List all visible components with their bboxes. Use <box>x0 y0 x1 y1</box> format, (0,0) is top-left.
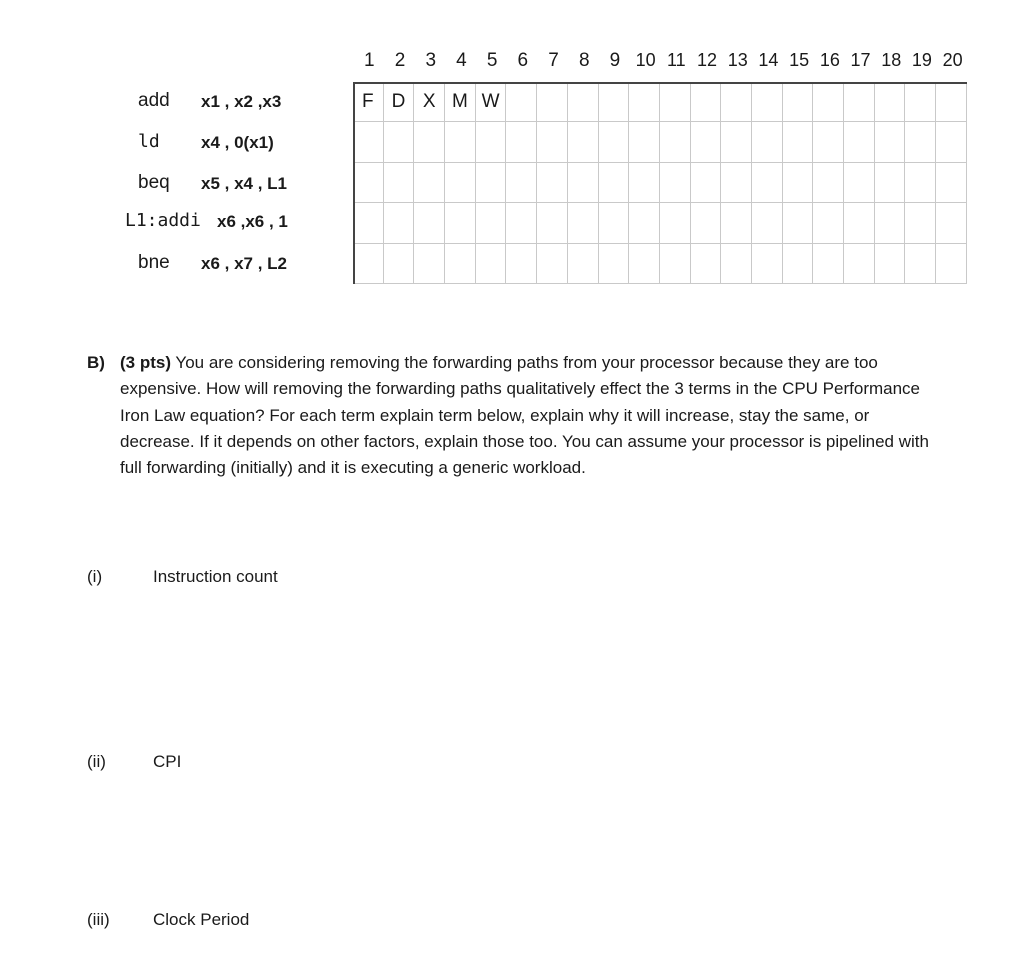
pipeline-cell <box>660 82 691 122</box>
pipeline-cell <box>691 122 722 162</box>
pipeline-cell <box>721 163 752 203</box>
pipeline-cell <box>660 244 691 284</box>
pipeline-cell <box>353 203 384 243</box>
pipeline-cell <box>568 203 599 243</box>
pipeline-stage-cell: X <box>414 82 445 122</box>
pipeline-cell <box>752 163 783 203</box>
pipeline-cell <box>844 203 875 243</box>
pipeline-cell <box>721 244 752 284</box>
pipeline-cell <box>875 203 906 243</box>
pipeline-cell <box>568 244 599 284</box>
pipeline-cell <box>599 203 630 243</box>
pipeline-cell <box>813 82 844 122</box>
pipeline-cell <box>844 163 875 203</box>
pipeline-cell <box>445 203 476 243</box>
cycle-number: 19 <box>911 50 932 70</box>
operands: x4 , 0(x1) <box>201 133 274 152</box>
subpart-number: (i) <box>87 567 103 586</box>
code-line-addi <box>125 210 288 240</box>
pipeline-cell <box>752 244 783 284</box>
pipeline-cell <box>445 122 476 162</box>
pipeline-cell <box>537 163 568 203</box>
pipeline-cell <box>353 163 384 203</box>
pipeline-cell <box>506 244 537 284</box>
pipeline-cell <box>905 203 936 243</box>
pipeline-cell <box>476 163 507 203</box>
pipeline-cell <box>414 122 445 162</box>
cycle-number: 14 <box>758 50 779 70</box>
pipeline-cell <box>813 122 844 162</box>
cycle-number: 18 <box>881 50 902 70</box>
pipeline-cell <box>813 244 844 284</box>
pipeline-cell <box>537 203 568 243</box>
pipeline-cell <box>813 203 844 243</box>
pipeline-cell <box>905 82 936 122</box>
opcode: add <box>138 90 170 111</box>
pipeline-cell <box>905 163 936 203</box>
cycle-number: 11 <box>667 50 686 70</box>
cycle-number: 1 <box>364 50 375 71</box>
pipeline-cell <box>599 122 630 162</box>
pipeline-cell <box>691 163 722 203</box>
pipeline-cell <box>568 82 599 122</box>
pipeline-cell <box>752 82 783 122</box>
pipeline-cell <box>721 82 752 122</box>
cycle-number: 13 <box>727 50 748 70</box>
pipeline-cell <box>629 203 660 243</box>
pipeline-cell <box>936 163 967 203</box>
pipeline-cell <box>599 163 630 203</box>
operands: x5 , x4 , L1 <box>201 174 287 193</box>
pipeline-cell <box>506 122 537 162</box>
pipeline-cell <box>445 244 476 284</box>
pipeline-cell <box>936 203 967 243</box>
pipeline-cell <box>537 122 568 162</box>
pipeline-cell <box>568 163 599 203</box>
pipeline-cell <box>783 82 814 122</box>
pipeline-cell <box>936 122 967 162</box>
pipeline-cell <box>506 82 537 122</box>
pipeline-cell <box>905 244 936 284</box>
operands: x6 ,x6 , 1 <box>217 212 288 231</box>
cycle-number: 20 <box>942 50 963 70</box>
pipeline-cell <box>875 122 906 162</box>
cycle-number: 15 <box>789 50 810 70</box>
pipeline-cell <box>414 203 445 243</box>
subpart-text: Clock Period <box>153 910 250 929</box>
operands: x6 , x7 , L2 <box>201 254 287 273</box>
pipeline-stage-cell: M <box>445 82 476 122</box>
cycle-number: 12 <box>697 50 718 70</box>
operands: x1 , x2 ,x3 <box>201 92 282 111</box>
opcode: ld <box>138 131 160 152</box>
pipeline-cell <box>568 122 599 162</box>
pipeline-cell <box>752 122 783 162</box>
pipeline-cell <box>691 203 722 243</box>
pipeline-cell <box>353 122 384 162</box>
grid-left-border <box>353 82 355 284</box>
subpart-text: Instruction count <box>153 567 278 586</box>
subpart-number: (ii) <box>87 752 106 771</box>
pipeline-cell <box>936 244 967 284</box>
subpart-text: CPI <box>153 752 182 771</box>
cycle-number: 16 <box>819 50 840 70</box>
pipeline-cell <box>875 82 906 122</box>
pipeline-cell <box>844 82 875 122</box>
pipeline-cell <box>875 163 906 203</box>
opcode: bne <box>138 252 170 273</box>
cycle-number: 6 <box>517 50 529 71</box>
pipeline-cell <box>660 163 691 203</box>
cycle-number: 5 <box>486 50 498 71</box>
cycle-number: 8 <box>578 50 590 71</box>
pipeline-stage-cell: D <box>384 82 415 122</box>
pipeline-cell <box>660 122 691 162</box>
opcode: beq <box>138 172 170 193</box>
grid-top-border <box>353 82 967 84</box>
question-text: You are considering removing the forwarding paths from your processor because they are too expensive. How will removing the forwarding paths qualitatively effect the 3 terms in the CPU Performance Iron Law equation? For each term explain term below, explain why it will increase, stay the same, or decrease. If it depends on other factors, explain those too. You can assume your processor is pipelined with full forwarding (initially) and it is executing a generic workload. <box>120 353 929 478</box>
pipeline-cell <box>537 82 568 122</box>
pipeline-cell <box>691 82 722 122</box>
cycle-number: 4 <box>456 50 467 71</box>
code-line-beq <box>138 172 287 202</box>
pipeline-cell <box>721 203 752 243</box>
pipeline-stage-cell: F <box>353 82 384 122</box>
pipeline-cell <box>445 163 476 203</box>
cycle-number: 10 <box>635 50 656 70</box>
pipeline-cell <box>476 203 507 243</box>
cycle-number-header <box>354 50 968 74</box>
question-label: B) <box>87 353 105 372</box>
pipeline-cell <box>813 163 844 203</box>
pipeline-cell <box>384 163 415 203</box>
pipeline-cell <box>936 82 967 122</box>
cycle-number: 9 <box>609 50 621 71</box>
pipeline-cell <box>905 122 936 162</box>
pipeline-cell <box>384 122 415 162</box>
pipeline-cell <box>660 203 691 243</box>
pipeline-cell <box>476 122 507 162</box>
subpart-number: (iii) <box>87 910 110 929</box>
pipeline-cell <box>721 122 752 162</box>
pipeline-cell <box>783 203 814 243</box>
pipeline-cell <box>752 203 783 243</box>
pipeline-cell <box>599 244 630 284</box>
question-points: (3 pts) <box>120 353 171 372</box>
cycle-number: 17 <box>850 50 871 70</box>
cycle-number: 7 <box>548 50 559 71</box>
pipeline-cell <box>414 163 445 203</box>
code-line-ld <box>138 131 274 161</box>
pipeline-cell <box>414 244 445 284</box>
opcode: L1:addi <box>125 210 201 231</box>
pipeline-cell <box>599 82 630 122</box>
code-line-add <box>138 90 282 120</box>
pipeline-cell <box>691 244 722 284</box>
pipeline-cell <box>783 163 814 203</box>
pipeline-cell <box>875 244 906 284</box>
pipeline-cell <box>629 82 660 122</box>
pipeline-cell <box>629 163 660 203</box>
pipeline-cell <box>783 244 814 284</box>
pipeline-cell <box>629 122 660 162</box>
pipeline-cell <box>844 244 875 284</box>
pipeline-cell <box>783 122 814 162</box>
pipeline-cell <box>537 244 568 284</box>
cycle-number: 3 <box>425 50 437 71</box>
pipeline-diagram-grid <box>353 82 967 284</box>
question-body <box>120 350 940 481</box>
code-line-bne <box>138 252 287 282</box>
pipeline-stage-cell: W <box>476 82 507 122</box>
cycle-number: 2 <box>394 50 406 71</box>
pipeline-cell <box>506 163 537 203</box>
pipeline-cell <box>844 122 875 162</box>
pipeline-cell <box>353 244 384 284</box>
pipeline-cell <box>629 244 660 284</box>
pipeline-cell <box>506 203 537 243</box>
pipeline-cell <box>384 244 415 284</box>
pipeline-cell <box>476 244 507 284</box>
pipeline-cell <box>384 203 415 243</box>
